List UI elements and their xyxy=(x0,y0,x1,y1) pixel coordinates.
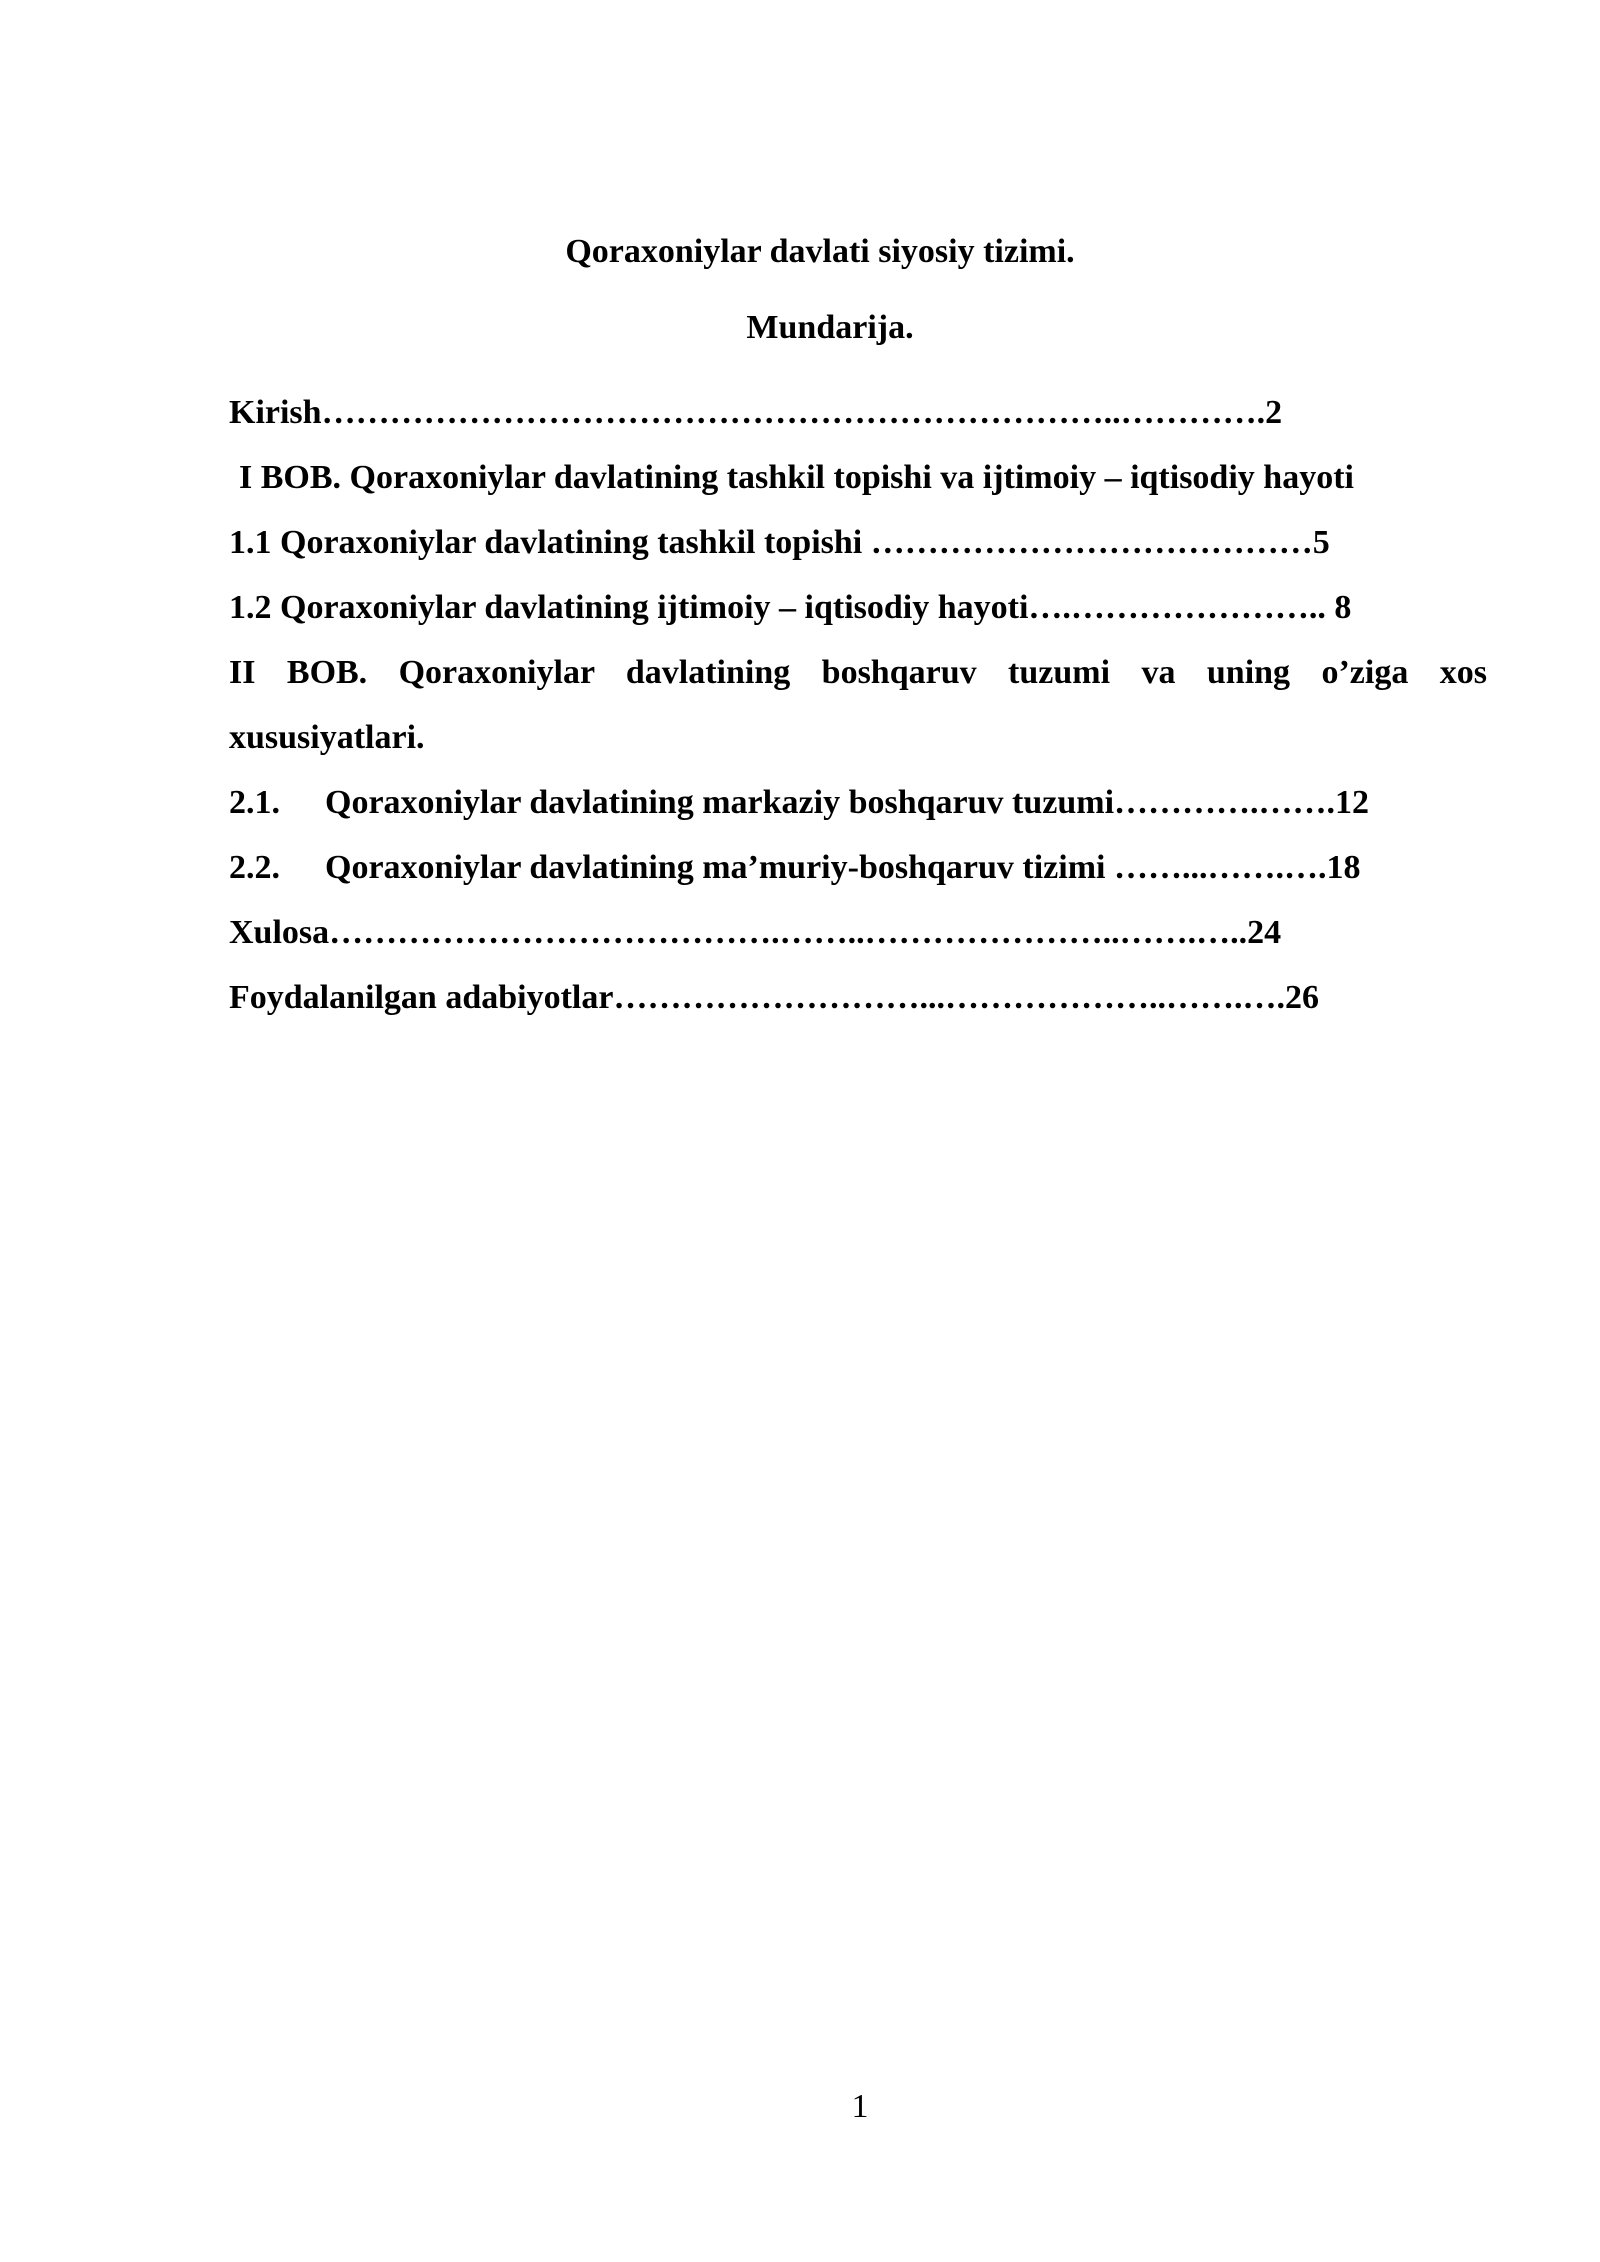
toc-entry-chapter-2-continued: xususiyatlari. xyxy=(229,719,425,756)
toc-entry-chapter-2: II BOB. Qoraxoniylar davlatining boshqaruv tuzumi va uning o’ziga xos xyxy=(229,654,1487,691)
toc-entry-kirish: Kirish……………………………………………………………..………….2 xyxy=(229,394,1283,431)
toc-entry-xulosa: Xulosa………………………………….……..…………………..…….…..24 xyxy=(229,914,1282,951)
toc-entry-number: 2.1. xyxy=(229,784,280,821)
document-title: Qoraxoniylar davlati siyosiy tizimi. xyxy=(565,233,1075,270)
toc-entry-text: Qoraxoniylar davlatining ma’muriy-boshqaruv tizimi ……...…….….18 xyxy=(325,849,1361,886)
toc-entry-chapter-1: I BOB. Qoraxoniylar davlatining tashkil topishi va ijtimoiy – iqtisodiy hayoti xyxy=(239,459,1354,496)
toc-entry-text: Qoraxoniylar davlatining markaziy boshqaruv tuzumi………….…….12 xyxy=(325,784,1370,821)
toc-entry-2-1 xyxy=(229,770,1487,835)
toc-entry-1-2: 1.2 Qoraxoniylar davlatining ijtimoiy – iqtisodiy hayoti….………………….. 8 xyxy=(229,589,1352,626)
page-number: 1 xyxy=(851,2088,869,2125)
toc-entry-2-2 xyxy=(229,835,1487,900)
toc-heading: Mundarija. xyxy=(746,309,914,346)
toc-entry-references: Foydalanilgan adabiyotlar………………………...………………..…….….26 xyxy=(229,979,1319,1016)
toc-entry-number: 2.2. xyxy=(229,849,280,886)
table-of-contents xyxy=(229,380,1487,1030)
toc-entry-1-1: 1.1 Qoraxoniylar davlatining tashkil topishi …………………………………5 xyxy=(229,524,1330,561)
